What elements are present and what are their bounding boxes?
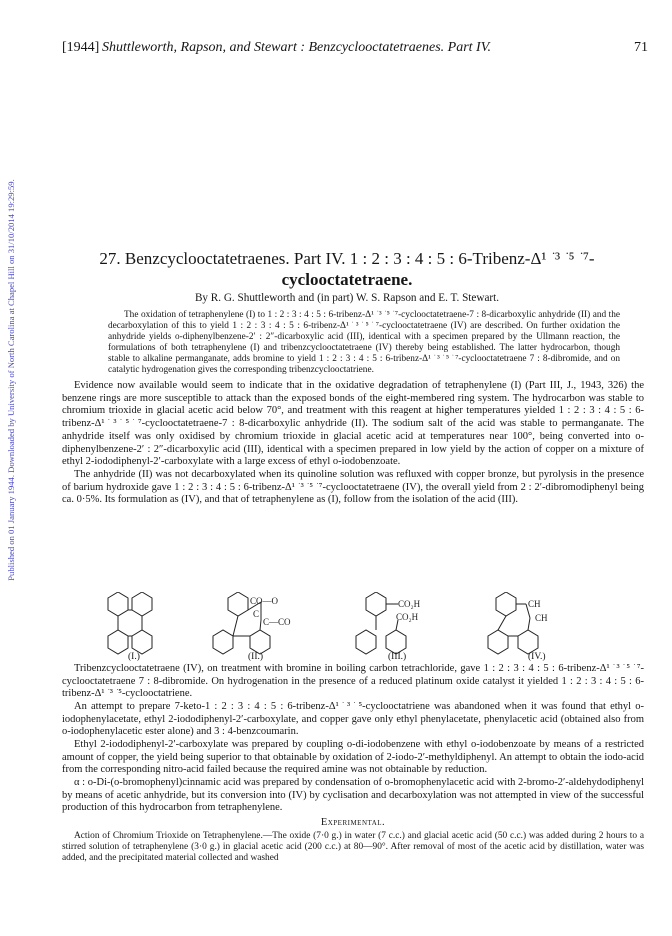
page-number: 71 <box>634 40 648 55</box>
paragraph: Ethyl 2-iododiphenyl-2′-carboxylate was prepared by coupling o-di-iodobenzene with ethyl o-iodobenzoate by means of a restricted amount of copper, the yield being superior to that obtainable by oxidation of 2-iodo-2′-methyldiphenyl. An attempt to obtain the iodo-acid from the corresponding nitro-acid failed because the required amine was not obtainable by reduction. <box>62 738 644 776</box>
fragment-ch-1: CH <box>528 599 541 609</box>
body-text-bottom <box>62 663 644 864</box>
experimental-text: Action of Chromium Trioxide on Tetraphenylene.—The oxide (7·0 g.) in water (7 c.c.) and glacial acetic acid (50 c.c.) was added during 2 hours to a stirred solution of tetraphenylene (3·0 g.) in glacial acetic acid (200 c.c.) at 80—90°. After removal of most of the acetic acid by distillation, water was added, and the precipitated material collected and washed <box>62 830 644 863</box>
download-note-text: Published on 01 January 1944. Downloaded by University of North Carolina at Chapel Hill on 31/10/2014 19:29:59. <box>6 179 16 581</box>
paragraph: Tribenzcyclooctatetraene (IV), on treatment with bromine in boiling carbon tetrachloride, gave 1 : 2 : 3 : 4 : 5 : 6-tribenz-Δ¹ ͘ ³ ͘ ⁵ ͘ ⁷-cyclooctatetraene 7 : 8-dibromide. On hydrogenation in the presence of a reduced platinum oxide catalyst it yielded 1 : 2 : 3 : 4 : 5 : 6-tribenz-Δ¹ ͘ ³ ͘ ⁵-cyclooctatriene. <box>62 663 644 700</box>
fragment-co-o: CO—O <box>250 596 279 606</box>
fragment-co2h-1: CO₂H <box>398 599 421 609</box>
paragraph: Evidence now available would seem to indicate that in the oxidative degradation of tetraphenylene (I) (Part III, J., 1943, 326) the benzene rings are more susceptible to attack than the exposed bonds of the eight-membered ring system. The hydrocarbon was stable to chromium trioxide in glacial acetic acid below 70°, and treatment with this reagent at higher temperatures yielded 1 : 2 : 3 : 4 : 5 : 6-tribenz-Δ¹ ͘ ³ ͘ ⁵ ͘ ⁷-cyclooctatetraene-7 : 8-dicarboxylic anhydride (II). The sodium salt of the acid was stable to permanganate. The anhydride itself was only oxidised by chromium trioxide in glacial acetic acid at temperatures near 100°, being converted into o-diphenylbenzene-2′ : 2″-dicarboxylic acid (III), identical with a specimen prepared in low yield by the action of copper on a mixture of ethyl 2-iododiphenyl-2′-carboxylate with a large excess of ethyl o-iodobenzoate. <box>62 380 644 468</box>
paragraph: An attempt to prepare 7-keto-1 : 2 : 3 : 4 : 5 : 6-tribenz-Δ¹ ͘ ³ ͘ ⁵-cyclooctatriene was abandoned when it was found that ethyl o-iodophenylacetate, ethyl 2-iododiphenyl-2′-carboxylate, and copper gave only ethyl phenylacetate, phenylacetic acid (obtained also from o-iodophenylacetic ester alone) and 3 : 4-benzcoumarin. <box>62 700 644 738</box>
paragraph: The anhydride (II) was not decarboxylated when its quinoline solution was refluxed with copper bronze, but pyrolysis in the presence of barium hydroxide gave 1 : 2 : 3 : 4 : 5 : 6-tribenz-Δ¹ ͘ ³ ͘ ⁵ ͘ ⁷-cyclooctatetraene (IV), the overall yield from 2 : 2′-dibromodiphenyl being ca. 0·5%. Its formulation as (IV), and that of tetraphenylene as (I), follow from the isolation of the acid (III). <box>62 468 644 506</box>
fragment-co2h-2: CO₂H <box>396 612 419 622</box>
experimental-heading: Experimental. <box>320 816 386 828</box>
article-title <box>70 248 624 290</box>
structural-formulae-figure <box>98 592 598 670</box>
header-running-title: Shuttleworth, Rapson, and Stewart : Benzcyclooctatetraenes. Part IV. <box>102 40 491 55</box>
paragraph: α : o-Di-(o-bromophenyl)cinnamic acid was prepared by condensation of o-bromophenylacetic acid with 2-bromo-2′-aldehydodiphenyl by means of acetic anhydride, but its conversion into (IV) by cyclisation and decarboxylation was not attempted in view of the successful production of this hydrocarbon from tetraphenylene. <box>62 776 644 814</box>
running-header <box>62 40 648 62</box>
fragment-ch-2: CH <box>535 613 548 623</box>
header-year: [1944] <box>62 40 100 55</box>
title-line-1: 27. Benzcyclooctatetraenes. Part IV. 1 : 2 : 3 : 4 : 5 : 6-Tribenz-Δ¹ ͘ ³ ͘ ⁵ ͘ ⁷- <box>99 249 595 268</box>
download-note <box>2 110 20 650</box>
figure-label: (IV.) <box>528 652 546 662</box>
structure-I <box>108 592 152 654</box>
figure-label: (III.) <box>388 652 407 662</box>
fragment-c: C <box>253 609 260 619</box>
article-authors: By R. G. Shuttleworth and (in part) W. S. Rapson and E. T. Stewart. <box>194 292 500 304</box>
body-text-top <box>62 380 644 507</box>
figure-label: (I.) <box>128 652 140 662</box>
figure-label: (II.) <box>248 652 264 662</box>
abstract <box>108 310 620 377</box>
fragment-c-co: C—CO <box>263 617 291 627</box>
abstract-text: The oxidation of tetraphenylene (I) to 1 : 2 : 3 : 4 : 5 : 6-tribenz-Δ¹ ͘ ³ ͘ ⁵ ͘ ⁷-cyclooctatetraene-7 : 8-dicarboxylic anhydride (II) and the decarboxylation of this to yield 1 : 2 : 3 : 4 : 5 : 6-tribenz-Δ¹ ͘ ³ ͘ ⁵ ͘ ⁷-cyclooctatetraene (IV) are described. On further oxidation the anhydride yields o-diphenylbenzene-2′ : 2″-dicarboxylic acid (III), identical with a specimen prepared by the Ullmann reaction, the formulations of both tetraphenylene (I) and tribenzcyclooctatetraene (IV) thereby being established. The latter hydrocarbon, though stable to alkaline permanganate, adds bromine to yield 1 : 2 : 3 : 4 : 5 : 6-tribenz-Δ¹ ͘ ³ ͘ ⁵ ͘ ⁷-cyclooctatetraene 7 : 8-dibromide, and on catalytic hydrogenation gives the corresponding tribenzcyclooctatriene. <box>108 310 620 376</box>
title-line-2: cyclooctatetraene. <box>281 270 413 289</box>
